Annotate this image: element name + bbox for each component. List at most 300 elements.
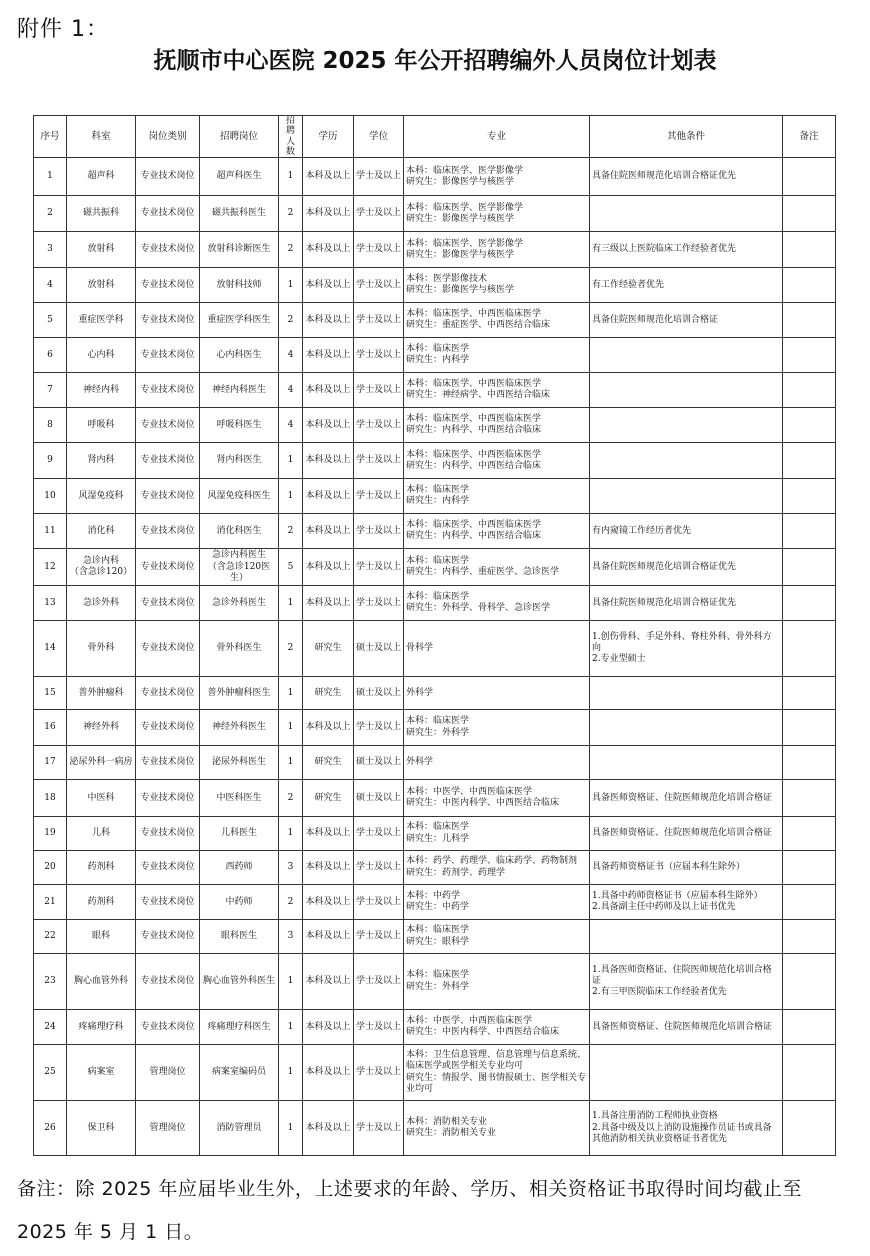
department-cell: 超声科 — [67, 158, 136, 196]
row-number: 23 — [34, 954, 67, 1010]
post-name-cell: 风湿免疫科医生 — [200, 479, 279, 514]
other-conditions-cell — [590, 621, 783, 677]
other-conditions-cell — [590, 1045, 783, 1101]
post-category-cell: 专业技术岗位 — [136, 158, 200, 196]
major-cell — [404, 746, 590, 780]
post-category-cell: 管理岗位 — [136, 1045, 200, 1101]
post-category-cell: 专业技术岗位 — [136, 677, 200, 710]
column-header: 备注 — [783, 116, 836, 158]
remark-cell — [783, 817, 836, 851]
headcount-cell: 4 — [279, 408, 303, 443]
major-cell — [404, 621, 590, 677]
post-category-cell: 专业技术岗位 — [136, 817, 200, 851]
post-name-cell: 泌尿外科医生 — [200, 746, 279, 780]
education-cell: 本科及以上 — [303, 443, 354, 479]
major-cell-line: 本科：临床医学、医学影像学 — [406, 202, 524, 213]
headcount-cell: 1 — [279, 746, 303, 780]
education-cell: 研究生 — [303, 746, 354, 780]
other-conditions-cell — [590, 232, 783, 268]
major-cell-line: 骨科学 — [406, 643, 434, 653]
major-cell — [404, 232, 590, 268]
major-cell-line: 本科：临床医学 — [406, 591, 470, 602]
major-cell — [404, 851, 590, 885]
other-conditions-cell-line: 有内窥镜工作经历者优先 — [592, 525, 692, 536]
remark-cell — [783, 232, 836, 268]
table-row — [34, 817, 836, 851]
degree-cell: 学士及以上 — [354, 158, 404, 196]
headcount-cell: 1 — [279, 677, 303, 710]
major-cell — [404, 780, 590, 817]
post-name-cell: 胸心血管外科医生 — [200, 954, 279, 1010]
post-category-cell: 专业技术岗位 — [136, 479, 200, 514]
other-conditions-cell — [590, 158, 783, 196]
remark-cell — [783, 373, 836, 408]
department-cell: 疼痛理疗科 — [67, 1010, 136, 1045]
degree-cell: 学士及以上 — [354, 549, 404, 586]
headcount-cell: 1 — [279, 954, 303, 1010]
major-cell-line: 研究生：内科学 — [406, 496, 470, 507]
department-cell: 神经外科 — [67, 710, 136, 746]
post-name-cell: 神经外科医生 — [200, 710, 279, 746]
education-cell: 本科及以上 — [303, 479, 354, 514]
post-category-cell: 专业技术岗位 — [136, 621, 200, 677]
post-name-cell: 骨外科医生 — [200, 621, 279, 677]
education-cell: 本科及以上 — [303, 268, 354, 303]
major-cell — [404, 954, 590, 1010]
remark-cell — [783, 549, 836, 586]
major-cell-line: 本科：中医学、中西医临床医学 — [406, 786, 533, 797]
major-cell-line: 本科：临床医学、中西医临床医学 — [406, 414, 542, 425]
row-number: 11 — [34, 514, 67, 549]
degree-cell: 学士及以上 — [354, 817, 404, 851]
major-cell-line: 本科：中医学、中西医临床医学 — [406, 1015, 533, 1026]
table-row — [34, 920, 836, 954]
degree-cell: 硕士及以上 — [354, 746, 404, 780]
department-cell: 儿科 — [67, 817, 136, 851]
remark-cell — [783, 746, 836, 780]
major-cell-line: 本科：消防相关专业 — [406, 1116, 488, 1127]
education-cell: 本科及以上 — [303, 514, 354, 549]
degree-cell: 学士及以上 — [354, 443, 404, 479]
major-cell-line: 研究生：药剂学、药理学 — [406, 867, 506, 878]
column-header: 专业 — [404, 116, 590, 158]
post-name-cell: 肾内科医生 — [200, 443, 279, 479]
post-name-cell: 病案室编码员 — [200, 1045, 279, 1101]
row-number: 25 — [34, 1045, 67, 1101]
row-number: 20 — [34, 851, 67, 885]
degree-cell: 学士及以上 — [354, 338, 404, 373]
degree-cell: 学士及以上 — [354, 514, 404, 549]
major-cell — [404, 1010, 590, 1045]
degree-cell: 学士及以上 — [354, 232, 404, 268]
table-row — [34, 338, 836, 373]
headcount-cell: 4 — [279, 338, 303, 373]
column-header: 岗位类别 — [136, 116, 200, 158]
degree-cell: 学士及以上 — [354, 920, 404, 954]
other-conditions-cell — [590, 514, 783, 549]
column-header: 学位 — [354, 116, 404, 158]
other-conditions-cell — [590, 851, 783, 885]
table-row — [34, 780, 836, 817]
major-cell-line: 研究生：眼科学 — [406, 936, 470, 947]
other-conditions-cell-line: 1.创伤骨科、手足外科、脊柱外科、骨外科方向 — [592, 631, 772, 653]
other-conditions-cell-line: 有工作经验者优先 — [592, 279, 665, 290]
remark-cell — [783, 1010, 836, 1045]
table-row — [34, 586, 836, 621]
major-cell — [404, 1101, 590, 1156]
major-cell-line: 研究生：内科学 — [406, 355, 470, 366]
major-cell — [404, 549, 590, 586]
major-cell-line: 研究生：内科学、中西医结合临床 — [406, 425, 542, 436]
education-cell: 本科及以上 — [303, 586, 354, 621]
department-cell: 急诊内科 （含急诊120） — [67, 549, 136, 586]
department-cell: 胸心血管外科 — [67, 954, 136, 1010]
table-row — [34, 158, 836, 196]
education-cell: 本科及以上 — [303, 303, 354, 338]
education-cell: 本科及以上 — [303, 710, 354, 746]
major-cell-line: 研究生：儿科学 — [406, 833, 470, 844]
major-cell — [404, 710, 590, 746]
major-cell — [404, 443, 590, 479]
major-cell — [404, 885, 590, 920]
post-category-cell: 专业技术岗位 — [136, 851, 200, 885]
post-name-cell: 眼科医生 — [200, 920, 279, 954]
post-category-cell: 专业技术岗位 — [136, 710, 200, 746]
post-name-cell: 消化科医生 — [200, 514, 279, 549]
headcount-cell: 1 — [279, 1010, 303, 1045]
headcount-cell: 3 — [279, 851, 303, 885]
row-number: 19 — [34, 817, 67, 851]
education-cell: 本科及以上 — [303, 817, 354, 851]
post-category-cell: 专业技术岗位 — [136, 443, 200, 479]
major-cell-line: 研究生：内科学、重症医学、急诊医学 — [406, 567, 560, 578]
department-cell: 重症医学科 — [67, 303, 136, 338]
major-cell — [404, 338, 590, 373]
other-conditions-cell-line: 具备医师资格证、住院医师规范化培训合格证 — [592, 1021, 773, 1032]
remark-cell — [783, 710, 836, 746]
remark-cell — [783, 920, 836, 954]
row-number: 6 — [34, 338, 67, 373]
row-number: 1 — [34, 158, 67, 196]
department-cell: 药剂科 — [67, 885, 136, 920]
headcount-cell: 1 — [279, 586, 303, 621]
remark-cell — [783, 443, 836, 479]
headcount-cell: 2 — [279, 196, 303, 232]
headcount-cell: 1 — [279, 710, 303, 746]
major-cell-line: 研究生：消防相关专业 — [406, 1128, 497, 1139]
post-category-cell: 管理岗位 — [136, 1101, 200, 1156]
post-name-cell: 心内科医生 — [200, 338, 279, 373]
department-cell: 药剂科 — [67, 851, 136, 885]
post-name-cell: 消防管理员 — [200, 1101, 279, 1156]
post-name-cell: 呼吸科医生 — [200, 408, 279, 443]
row-number: 24 — [34, 1010, 67, 1045]
row-number: 17 — [34, 746, 67, 780]
post-name-cell: 磁共振科医生 — [200, 196, 279, 232]
education-cell: 本科及以上 — [303, 1010, 354, 1045]
post-category-cell: 专业技术岗位 — [136, 268, 200, 303]
other-conditions-cell-line: 2.具备副主任中药师及以上证书优先 — [592, 902, 736, 913]
remark-cell — [783, 196, 836, 232]
remark-cell — [783, 851, 836, 885]
department-cell: 眼科 — [67, 920, 136, 954]
table-row — [34, 885, 836, 920]
post-name-cell: 急诊外科医生 — [200, 586, 279, 621]
remark-cell — [783, 268, 836, 303]
department-cell: 骨外科 — [67, 621, 136, 677]
degree-cell: 学士及以上 — [354, 1045, 404, 1101]
footnote: 备注：除 2025 年应届毕业生外，上述要求的年龄、学历、相关资格证书取得时间均截止至 2025 年 5 月 1 日。 — [17, 1178, 802, 1243]
post-category-cell: 专业技术岗位 — [136, 373, 200, 408]
education-cell: 本科及以上 — [303, 885, 354, 920]
post-name-cell: 放射科诊断医生 — [200, 232, 279, 268]
department-cell: 病案室 — [67, 1045, 136, 1101]
remark-cell — [783, 1101, 836, 1156]
column-header: 其他条件 — [590, 116, 783, 158]
column-header: 招聘人数 — [279, 116, 303, 158]
degree-cell: 学士及以上 — [354, 408, 404, 443]
education-cell: 本科及以上 — [303, 158, 354, 196]
major-cell-line: 外科学 — [406, 687, 434, 698]
other-conditions-cell — [590, 303, 783, 338]
table-row — [34, 621, 836, 677]
remark-cell — [783, 954, 836, 1010]
department-cell: 风湿免疫科 — [67, 479, 136, 514]
post-category-cell: 专业技术岗位 — [136, 885, 200, 920]
major-cell-line: 研究生：中药学 — [406, 902, 470, 913]
major-cell-line: 研究生：情报学、图书情报硕士、医学相关专业均可 — [406, 1072, 587, 1094]
post-category-cell: 专业技术岗位 — [136, 586, 200, 621]
degree-cell: 学士及以上 — [354, 373, 404, 408]
major-cell-line: 研究生：神经病学、中西医结合临床 — [406, 390, 551, 401]
major-cell — [404, 479, 590, 514]
degree-cell: 学士及以上 — [354, 1101, 404, 1156]
remark-cell — [783, 885, 836, 920]
post-name-cell: 超声科医生 — [200, 158, 279, 196]
post-category-cell: 专业技术岗位 — [136, 196, 200, 232]
other-conditions-cell — [590, 920, 783, 954]
major-cell-line: 外科学 — [406, 757, 434, 767]
row-number: 22 — [34, 920, 67, 954]
major-cell-line: 研究生：外科学 — [406, 981, 470, 992]
row-number: 10 — [34, 479, 67, 514]
headcount-cell: 2 — [279, 621, 303, 677]
remark-cell — [783, 303, 836, 338]
other-conditions-cell — [590, 408, 783, 443]
major-cell — [404, 303, 590, 338]
education-cell: 本科及以上 — [303, 408, 354, 443]
headcount-cell: 5 — [279, 549, 303, 586]
major-cell-line: 本科：临床医学、中西医临床医学 — [406, 309, 542, 320]
major-cell — [404, 586, 590, 621]
post-name-cell: 急诊内科医生 （含急诊120医生） — [200, 549, 279, 586]
attachment-label: 附件 1： — [17, 17, 109, 42]
remark-cell — [783, 338, 836, 373]
major-cell-line: 本科：临床医学、医学影像学 — [406, 165, 524, 176]
post-category-cell: 专业技术岗位 — [136, 954, 200, 1010]
post-category-cell: 专业技术岗位 — [136, 338, 200, 373]
other-conditions-cell-line: 1.具备中药师资格证书（应届本科生除外） — [592, 890, 763, 901]
other-conditions-cell — [590, 373, 783, 408]
degree-cell: 硕士及以上 — [354, 780, 404, 817]
row-number: 15 — [34, 677, 67, 710]
major-cell-line: 研究生：影像医学与核医学 — [406, 176, 515, 187]
education-cell: 研究生 — [303, 780, 354, 817]
major-cell-line: 研究生：影像医学与核医学 — [406, 249, 515, 260]
table-row — [34, 514, 836, 549]
department-cell: 中医科 — [67, 780, 136, 817]
table-row — [34, 232, 836, 268]
education-cell: 本科及以上 — [303, 373, 354, 408]
row-number: 18 — [34, 780, 67, 817]
table-row — [34, 1010, 836, 1045]
row-number: 2 — [34, 196, 67, 232]
headcount-cell: 1 — [279, 1101, 303, 1156]
table-row — [34, 373, 836, 408]
degree-cell: 学士及以上 — [354, 710, 404, 746]
degree-cell: 学士及以上 — [354, 196, 404, 232]
headcount-cell: 1 — [279, 479, 303, 514]
department-cell: 磁共振科 — [67, 196, 136, 232]
remark-cell — [783, 677, 836, 710]
row-number: 4 — [34, 268, 67, 303]
other-conditions-cell-line: 2.专业型硕士 — [592, 654, 646, 665]
department-cell: 急诊外科 — [67, 586, 136, 621]
table-row — [34, 303, 836, 338]
remark-cell — [783, 621, 836, 677]
major-cell — [404, 514, 590, 549]
other-conditions-cell — [590, 196, 783, 232]
other-conditions-cell — [590, 677, 783, 710]
major-cell — [404, 158, 590, 196]
table-row — [34, 443, 836, 479]
other-conditions-cell-line: 具备医师资格证、住院医师规范化培训合格证 — [592, 828, 773, 838]
other-conditions-cell — [590, 479, 783, 514]
major-cell-line: 研究生：影像医学与核医学 — [406, 285, 515, 296]
remark-cell — [783, 158, 836, 196]
education-cell: 本科及以上 — [303, 338, 354, 373]
headcount-cell: 2 — [279, 514, 303, 549]
degree-cell: 硕士及以上 — [354, 677, 404, 710]
post-name-cell: 普外肿瘤科医生 — [200, 677, 279, 710]
major-cell-line: 本科：临床医学 — [406, 485, 470, 496]
other-conditions-cell-line: 具备住院医师规范化培训合格证 — [592, 314, 719, 325]
major-cell-line: 研究生：影像医学与核医学 — [406, 213, 515, 224]
major-cell-line: 本科：临床医学 — [406, 970, 470, 981]
major-cell — [404, 373, 590, 408]
other-conditions-cell — [590, 746, 783, 780]
education-cell: 本科及以上 — [303, 196, 354, 232]
degree-cell: 学士及以上 — [354, 1010, 404, 1045]
other-conditions-cell-line: 1.具备注册消防工程师执业资格 — [592, 1111, 718, 1122]
major-cell — [404, 920, 590, 954]
other-conditions-cell-line: 具备医师资格证、住院医师规范化培训合格证 — [592, 792, 773, 803]
row-number: 13 — [34, 586, 67, 621]
post-category-cell: 专业技术岗位 — [136, 303, 200, 338]
other-conditions-cell — [590, 710, 783, 746]
degree-cell: 学士及以上 — [354, 268, 404, 303]
other-conditions-cell — [590, 268, 783, 303]
major-cell-line: 研究生：外科学 — [406, 727, 470, 738]
post-category-cell: 专业技术岗位 — [136, 408, 200, 443]
other-conditions-cell-line: 1.具备医师资格证、住院医师规范化培训合格证 — [592, 964, 772, 986]
other-conditions-cell — [590, 1101, 783, 1156]
education-cell: 研究生 — [303, 677, 354, 710]
other-conditions-cell — [590, 443, 783, 479]
major-cell-line: 本科：临床医学、医学影像学 — [406, 238, 524, 249]
recruitment-plan-table — [33, 115, 836, 1156]
major-cell-line: 研究生：中医内科学、中西医结合临床 — [406, 798, 560, 809]
major-cell-line: 本科：临床医学、中西医临床医学 — [406, 449, 542, 460]
post-name-cell: 疼痛理疗科医生 — [200, 1010, 279, 1045]
major-cell — [404, 817, 590, 851]
post-category-cell: 专业技术岗位 — [136, 232, 200, 268]
table-row — [34, 746, 836, 780]
row-number: 5 — [34, 303, 67, 338]
other-conditions-cell — [590, 817, 783, 851]
row-number: 21 — [34, 885, 67, 920]
other-conditions-cell — [590, 780, 783, 817]
major-cell-line: 本科：临床医学、中西医临床医学 — [406, 520, 542, 531]
post-name-cell: 儿科医生 — [200, 817, 279, 851]
department-cell: 呼吸科 — [67, 408, 136, 443]
table-row — [34, 1045, 836, 1101]
major-cell-line: 研究生：内科学、中西医结合临床 — [406, 460, 542, 471]
other-conditions-cell-line: 2.有三甲医院临床工作经验者优先 — [592, 987, 727, 998]
other-conditions-cell — [590, 954, 783, 1010]
education-cell: 研究生 — [303, 621, 354, 677]
post-category-cell: 专业技术岗位 — [136, 746, 200, 780]
education-cell: 本科及以上 — [303, 232, 354, 268]
department-cell: 肾内科 — [67, 443, 136, 479]
major-cell-line: 本科：临床医学 — [406, 344, 470, 355]
other-conditions-cell — [590, 1010, 783, 1045]
education-cell: 本科及以上 — [303, 549, 354, 586]
headcount-cell: 3 — [279, 920, 303, 954]
headcount-cell: 2 — [279, 303, 303, 338]
post-name-cell: 神经内科医生 — [200, 373, 279, 408]
post-category-cell: 专业技术岗位 — [136, 1010, 200, 1045]
education-cell: 本科及以上 — [303, 1101, 354, 1156]
other-conditions-cell-line: 具备住院医师规范化培训合格证优先 — [592, 561, 737, 572]
post-name-cell: 重症医学科医生 — [200, 303, 279, 338]
table-row — [34, 549, 836, 586]
table-row — [34, 1101, 836, 1156]
degree-cell: 硕士及以上 — [354, 621, 404, 677]
post-name-cell: 放射科技师 — [200, 268, 279, 303]
degree-cell: 学士及以上 — [354, 851, 404, 885]
table-row — [34, 408, 836, 443]
table-row — [34, 677, 836, 710]
remark-cell — [783, 479, 836, 514]
degree-cell: 学士及以上 — [354, 479, 404, 514]
education-cell: 本科及以上 — [303, 851, 354, 885]
department-cell: 泌尿外科一病房 — [67, 746, 136, 780]
major-cell — [404, 1045, 590, 1101]
major-cell-line: 研究生：中医内科学、中西医结合临床 — [406, 1027, 560, 1038]
row-number: 12 — [34, 549, 67, 586]
major-cell-line: 本科：临床医学 — [406, 716, 470, 727]
post-category-cell: 专业技术岗位 — [136, 780, 200, 817]
table-row — [34, 710, 836, 746]
major-cell — [404, 677, 590, 710]
education-cell: 本科及以上 — [303, 920, 354, 954]
post-name-cell: 西药师 — [200, 851, 279, 885]
department-cell: 神经内科 — [67, 373, 136, 408]
row-number: 3 — [34, 232, 67, 268]
row-number: 16 — [34, 710, 67, 746]
major-cell-line: 本科：药学、药理学、临床药学、药物制剂 — [406, 856, 578, 867]
